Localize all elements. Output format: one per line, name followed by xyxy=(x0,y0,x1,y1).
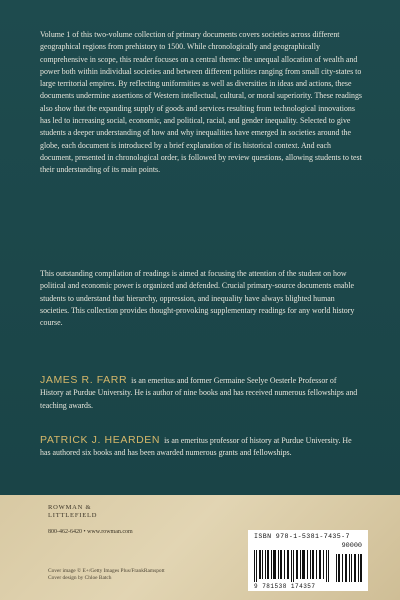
author-bio-farr xyxy=(40,374,362,412)
barcode-addon-icon xyxy=(336,550,362,582)
description-paragraph-2: This outstanding compilation of readings is aimed at focusing the attention of the student on how political and economic power is organized and defended. Crucial primary-source documents enable students to understand that hierarchy, oppression, and inequality have always blighted human societies. This collection provides thought-provoking supplementary readings for any world history course. xyxy=(40,269,355,328)
footer-band xyxy=(0,495,400,600)
author-bio-text-farr: is an emeritus and former Germaine Seelye Oesterle Professor of History at Purdue University. He is author of nine books and has received numerous fellowships and teaching awards. xyxy=(40,376,358,410)
barcode-main-icon xyxy=(254,550,332,582)
barcode-box xyxy=(248,530,368,591)
publisher-contact: 800-462-6420 • www.rowman.com xyxy=(48,529,133,535)
isbn-text: ISBN 978-1-5381-7435-7 xyxy=(254,533,350,540)
publisher-name-line-1: ROWMAN & xyxy=(48,504,92,511)
cover-image-credit: Cover image © E+/Getty Images Plus/FrankRamspott xyxy=(48,568,165,574)
author-name-hearden: PATRICK J. HEARDEN xyxy=(40,434,161,446)
cover-credits xyxy=(48,568,165,582)
author-bio-hearden xyxy=(40,434,362,460)
barcode-digits: 9 781538 174357 xyxy=(254,583,316,590)
publisher-name-line-2: LITTLEFIELD xyxy=(48,512,98,519)
author-bio-text-hearden: is an emeritus professor of history at Purdue University. He has authored six books and has been awarded numerous grants and fellowships. xyxy=(40,436,352,458)
price-code: 90000 xyxy=(341,542,362,550)
cover-design-credit: Cover design by Chloe Batch xyxy=(48,574,112,581)
publisher-block xyxy=(48,504,158,536)
description-paragraph-1: Volume 1 of this two-volume collection of primary documents covers societies across different geographical regions from prehistory to 1500. While chronologically and geographically comprehensive in scope, this reader focuses on a central theme: the unequal allocation of wealth and power both within individual societies and between different polities ranging from small city-states to large territorial empires. By reflecting uniformities as well as diversities in ideas and actions, these documents undermine assertions of Western intellectual, cultural, or moral superiority. These readings also show that the expanding supply of goods and services resulting from technological innovations has led to increasing social, economic, and political, racial, and gender inequality. Selected to give students a deeper understanding of how and why inequalities have emerged in societies around the globe, each document is introduced by a brief explanation of its historical context. And each document, presented in chronological order, is followed by review questions, allowing students to test their understanding of its main points. xyxy=(40,30,362,175)
author-name-farr: JAMES R. FARR xyxy=(40,374,128,386)
